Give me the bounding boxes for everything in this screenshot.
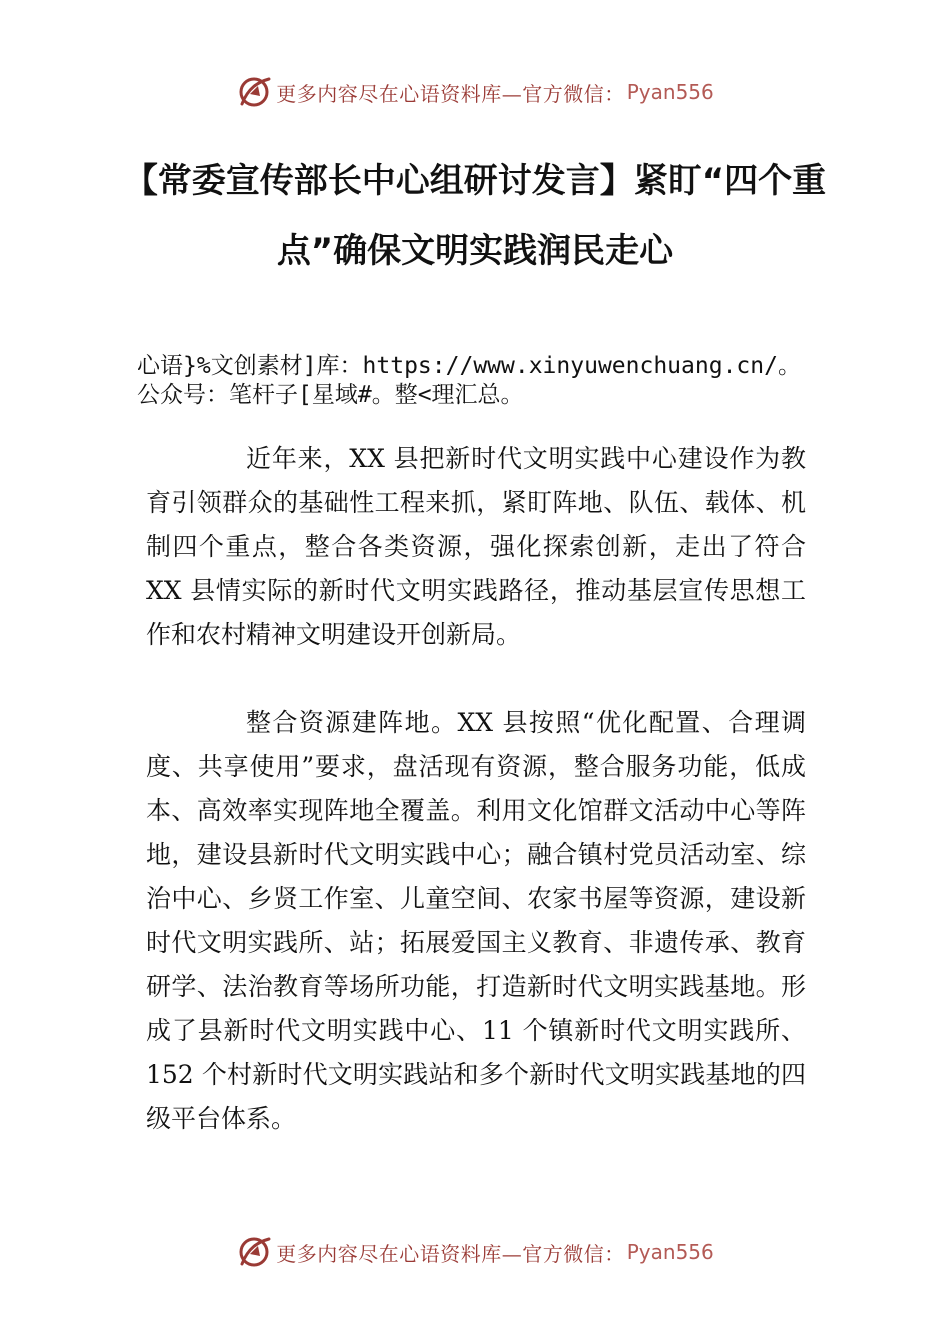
document-title: 【常委宣传部长中心组研讨发言】紧盯“四个重点”确保文明实践润民走心 [123,161,827,271]
brand-logo-icon [236,1234,272,1270]
brand-logo-icon [236,74,272,110]
source-note [137,352,937,410]
body-paragraph-intro: 近年来，XX 县把新时代文明实践中心建设作为教育引领群众的基础性工程来抓，紧盯阵地、队伍、载体、机制四个重点，整合各类资源，强化探索创新，走出了符合 XX 县情实际的新时代文明实践路径，推动基层宣传思想工作和农村精神文明建设开创新局。 [146,444,806,649]
body-paragraph-resources: 整合资源建阵地。XX 县按照“优化配置、合理调度、共享使用”要求，盘活现有资源，整合服务功能，低成本、高效率实现阵地全覆盖。利用文化馆群文活动中心等阵地，建设县新时代文明实践中心；融合镇村党员活动室、综治中心、乡贤工作室、儿童空间、农家书屋等资源，建设新时代文明实践所、站；拓展爱国主义教育、非遗传承、教育研学、法治教育等场所功能，打造新时代文明实践基地。形成了县新时代文明实践中心、11 个镇新时代文明实践所、152 个村新时代文明实践站和多个新时代文明实践基地的四级平台体系。 [146,708,806,1133]
banner-slogan: 更多内容尽在心语资料库—官方微信： [276,81,625,106]
banner-wechat-id: Pyan556 [626,1240,714,1264]
banner-slogan: 更多内容尽在心语资料库—官方微信： [276,1241,625,1266]
source-line-website: 心语}%文创素材]库：https://www.xinyuwenchuang.cn/。 [137,353,801,379]
header-banner [0,72,950,112]
banner-wechat-id: Pyan556 [626,80,714,104]
footer-banner [0,1232,950,1272]
source-line-account: 公众号：笔杆子[星域#。整<理汇总。 [137,382,524,408]
